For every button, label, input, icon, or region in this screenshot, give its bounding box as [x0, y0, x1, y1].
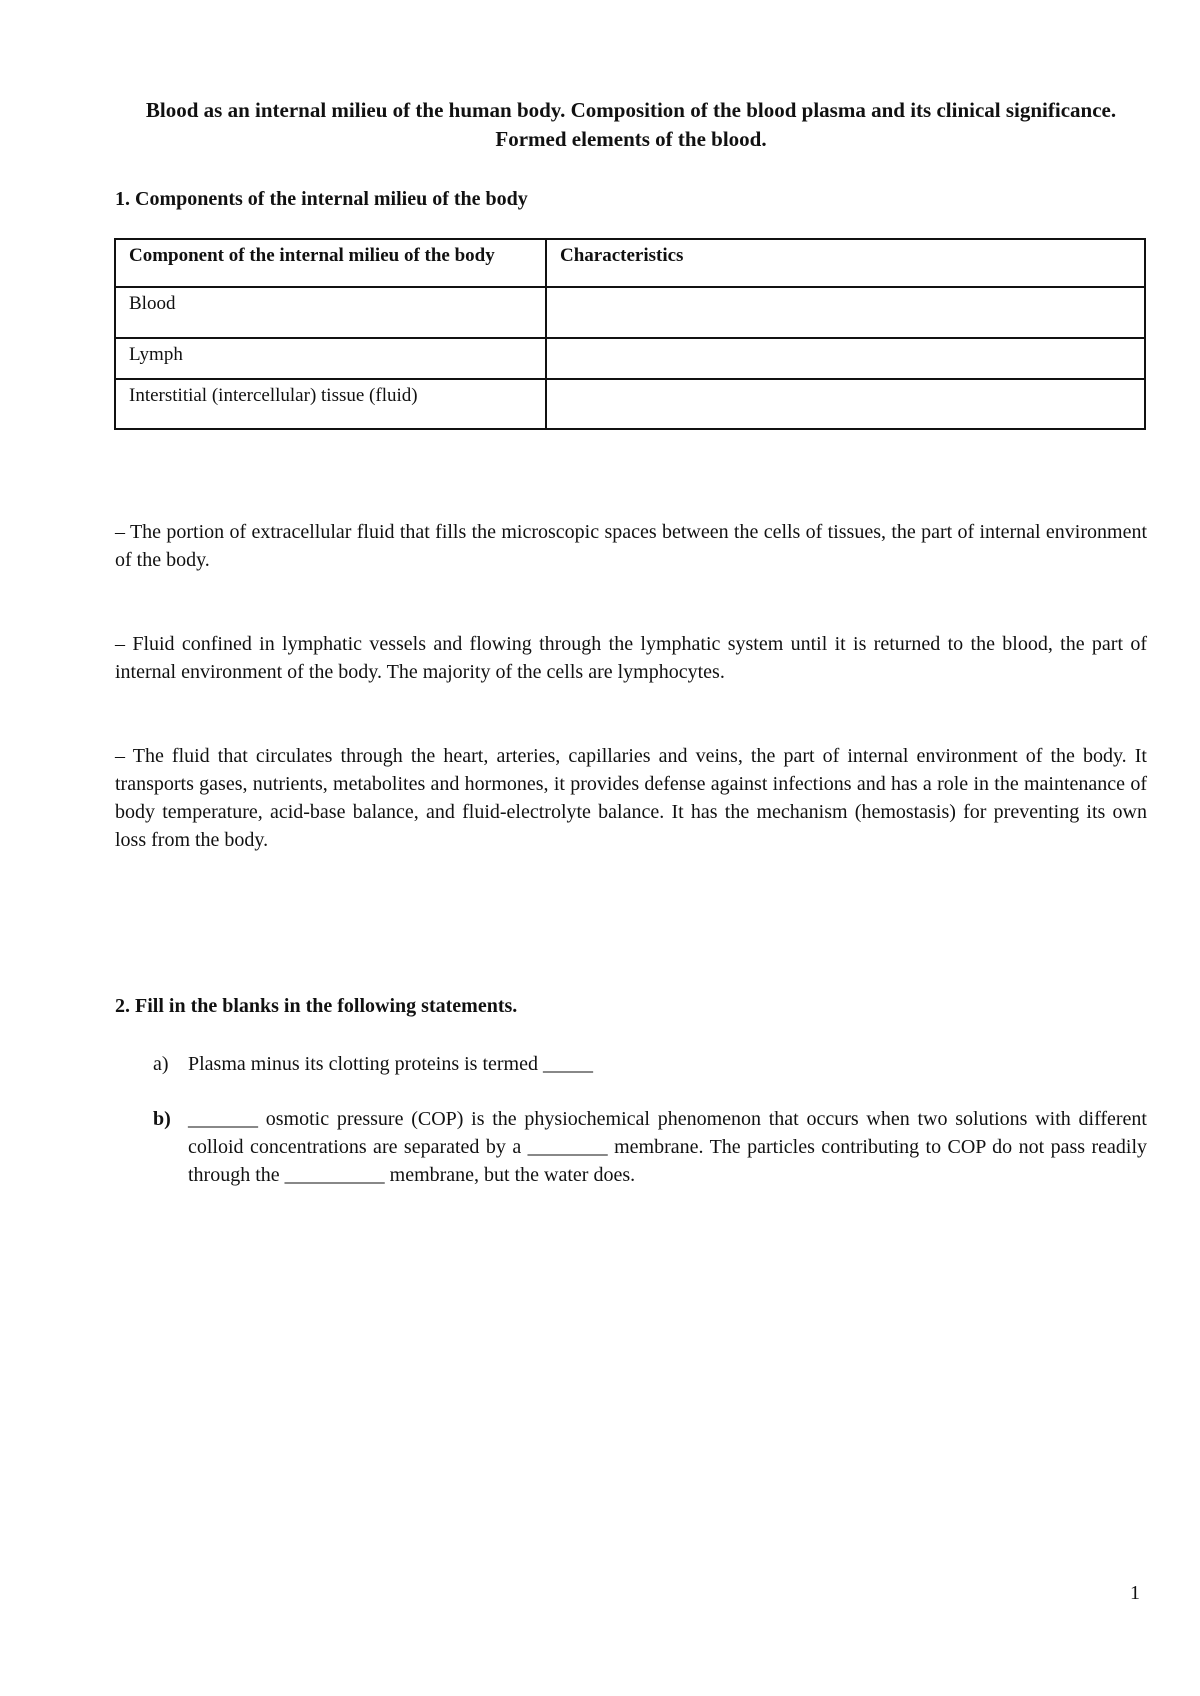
- description-lymph: – Fluid confined in lymphatic vessels and flowing through the lymphatic system until it is returned to the blood, the part of internal environment of the body. The majority of the cells are lymphocytes.: [115, 633, 1147, 683]
- header-component: Component of the internal milieu of the body: [115, 239, 546, 287]
- characteristics-cell-lymph[interactable]: [546, 338, 1145, 379]
- milieu-components-table: [114, 238, 1146, 430]
- characteristics-cell-blood[interactable]: [546, 287, 1145, 338]
- component-cell-interstitial: Interstitial (intercellular) tissue (fluid): [115, 379, 546, 429]
- item-text-a: Plasma minus its clotting proteins is termed _____: [188, 1053, 593, 1075]
- fill-blank-item-b: [115, 1105, 1147, 1189]
- table-row: [115, 338, 1145, 379]
- document-title: Blood as an internal milieu of the human body. Composition of the blood plasma and its clinical significance. Formed elements of the blood.: [145, 98, 1117, 151]
- component-cell-blood: Blood: [115, 287, 546, 338]
- section-2-heading: 2. Fill in the blanks in the following statements.: [115, 995, 518, 1017]
- item-label-b: b): [153, 1108, 171, 1130]
- table-header-row: [115, 239, 1145, 287]
- section-1-heading: 1. Components of the internal milieu of the body: [115, 188, 528, 210]
- item-text-b: _______ osmotic pressure (COP) is the physiochemical phenomenon that occurs when two solutions with different colloid concentrations are separated by a ________ membrane. The particles contributing to COP do not pass readily through the __________ membrane, but the water does.: [188, 1108, 1147, 1186]
- component-cell-lymph: Lymph: [115, 338, 546, 379]
- fill-blank-item-a: [115, 1050, 1147, 1078]
- description-interstitial-fluid: – The portion of extracellular fluid that fills the microscopic spaces between the cells of tissues, the part of internal environment of the body.: [115, 521, 1147, 571]
- table-row: [115, 379, 1145, 429]
- characteristics-cell-interstitial[interactable]: [546, 379, 1145, 429]
- table-row: [115, 287, 1145, 338]
- item-label-a: a): [153, 1053, 169, 1075]
- page-number: 1: [1130, 1582, 1140, 1604]
- header-characteristics: Characteristics: [546, 239, 1145, 287]
- description-blood: – The fluid that circulates through the heart, arteries, capillaries and veins, the part of internal environment of the body. It transports gases, nutrients, metabolites and hormones, it provides defense against infections and has a role in the maintenance of body temperature, acid-base balance, and fluid-electrolyte balance. It has the mechanism (hemostasis) for preventing its own loss from the body.: [115, 745, 1147, 851]
